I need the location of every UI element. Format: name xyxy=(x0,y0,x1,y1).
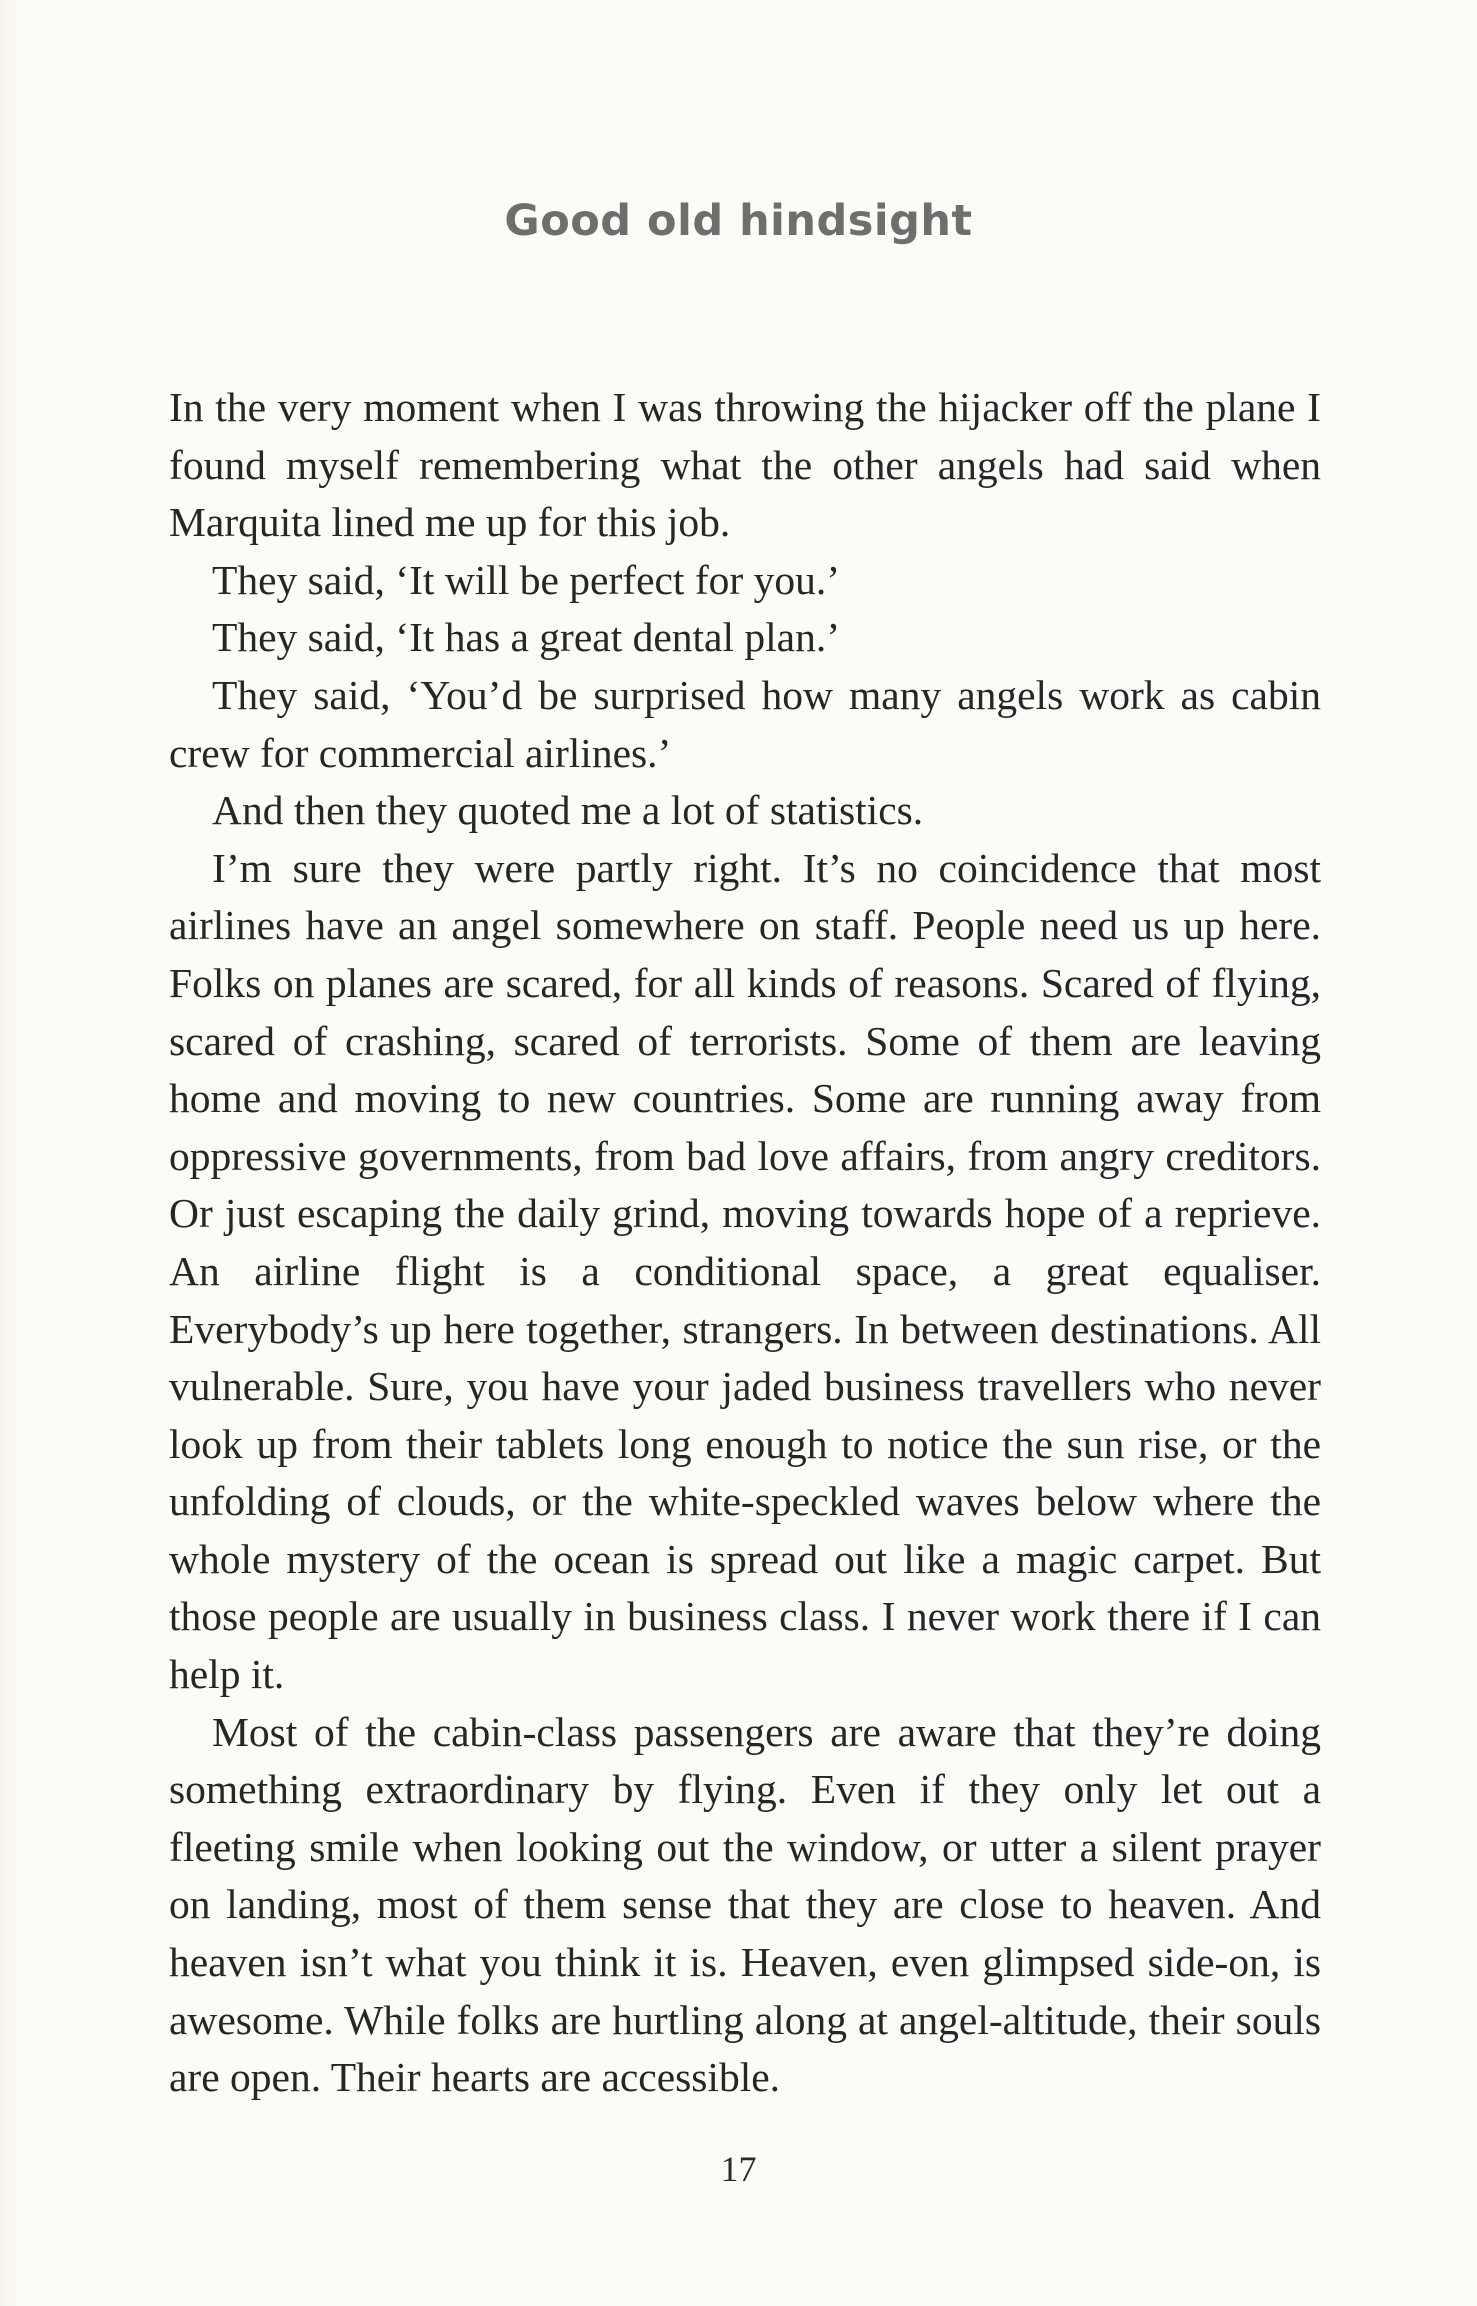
paragraph-7: Most of the cabin-class passengers are aware that they’re doing something extraordinary by flying. Even if they only let out a fleeting smile when looking out the window, or utter a silent prayer on landing, most of them sense that they are close to heaven. And heaven isn’t what you think it is. Heaven, even glimpsed side-on, is awesome. While folks are hurtling along at angel-altitude, their souls are open. Their hearts are accessible. xyxy=(169,1708,1321,2101)
page-number: 17 xyxy=(720,2149,757,2189)
paragraph-5: And then they quoted me a lot of statistics. xyxy=(212,787,924,834)
chapter-body xyxy=(169,379,1321,2107)
paragraph-4: They said, ‘You’d be surprised how many angels work as cabin crew for commercial airlines.’ xyxy=(169,671,1321,776)
chapter-title: Good old hindsight xyxy=(504,196,973,246)
paragraph-6: I’m sure they were partly right. It’s no coincidence that most airlines have an angel somewhere on staff. People need us up here. Folks on planes are scared, for all kinds of reasons. Scared of flying, scared of crashing, scared of terrorists. Some of them are leaving home and moving to new countries. Some are running away from oppressive governments, from bad love affairs, from angry creditors. Or just escaping the daily grind, moving towards hope of a reprieve. An airline flight is a conditional space, a great equaliser. Everybody’s up here together, strangers. In between destinations. All vulnerable. Sure, you have your jaded business travellers who never look up from their tablets long enough to notice the sun rise, or the unfolding of clouds, or the white-speckled waves below where the whole mystery of the ocean is spread out like a magic carpet. But those people are usually in business class. I never work there if I can help it. xyxy=(169,844,1321,1698)
paragraph-3: They said, ‘It has a great dental plan.’ xyxy=(212,614,841,661)
paragraph-1: In the very moment when I was throwing the hijacker off the plane I found myself remembering what the other angels had said when Marquita lined me up for this job. xyxy=(169,384,1321,546)
paragraph-2: They said, ‘It will be perfect for you.’ xyxy=(212,556,841,603)
